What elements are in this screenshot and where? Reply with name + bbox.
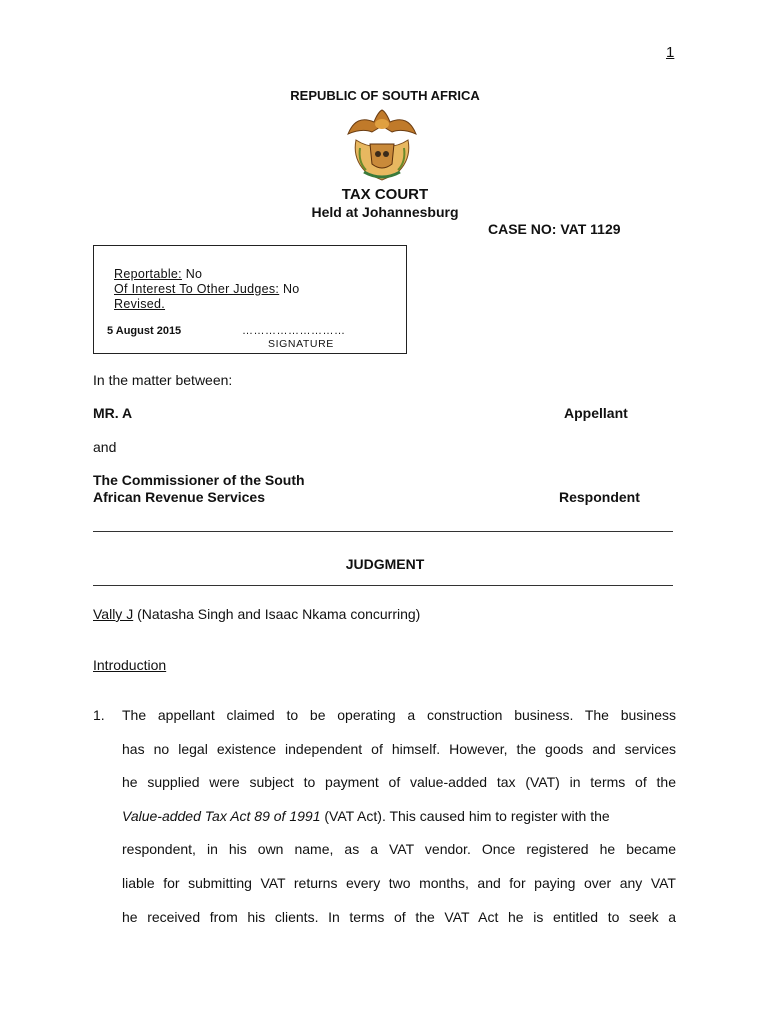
section-heading: Introduction [93,657,167,673]
interest-value: No [282,282,300,296]
respondent-name-line1: The Commissioner of the South [93,472,305,488]
judge-name: Vally J [93,606,134,622]
page-number: 1 [666,44,675,61]
country-heading: REPUBLIC OF SOUTH AFRICA [290,88,480,103]
bench-line [93,606,420,622]
divider-top [93,531,673,532]
case-number: CASE NO: VAT 1129 [488,221,621,237]
signature-line: ……………………… [242,325,346,337]
coat-of-arms-icon [340,104,424,184]
reportable-line [114,267,202,281]
paragraph-line: has no legal existence independent of himself. However, the goods and services [122,741,676,757]
judgment-date: 5 August 2015 [107,325,182,337]
concurring-judges: (Natasha Singh and Isaac Nkama concurring) [133,606,421,622]
interest-line [114,282,300,296]
paragraph-line: liable for submitting VAT returns every two months, and for paying over any VAT [122,875,676,891]
conjunction: and [93,439,117,455]
act-title: Value-added Tax Act 89 of 1991 [122,808,321,824]
paragraph-line-act [122,808,676,824]
reportable-label: Reportable: [114,267,182,281]
divider-bottom [93,585,673,586]
paragraph-line: respondent, in his own name, as a VAT vendor. Once registered he became [122,841,676,857]
paragraph-line: The appellant claimed to be operating a construction business. The business [122,707,676,723]
reportable-value: No [185,267,203,281]
court-location: Held at Johannesburg [311,204,459,220]
court-title: TAX COURT [341,186,429,203]
appellant-name: MR. A [93,405,133,421]
act-rest: (VAT Act). This caused him to register with the [320,808,610,824]
paragraph-line: he supplied were subject to payment of value-added tax (VAT) in terms of the [122,774,676,790]
judgment-heading: JUDGMENT [345,556,425,572]
interest-label: Of Interest To Other Judges: [114,282,280,296]
signature-label: SIGNATURE [268,338,334,350]
parties-intro: In the matter between: [93,372,233,388]
respondent-role: Respondent [559,489,640,505]
revised-line [114,297,165,311]
revised-label: Revised. [114,297,166,311]
appellant-role: Appellant [564,405,628,421]
respondent-name-line2: African Revenue Services [93,489,265,505]
paragraph-line: he received from his clients. In terms of the VAT Act he is entitled to seek a [122,909,676,925]
paragraph-number: 1. [93,707,105,723]
